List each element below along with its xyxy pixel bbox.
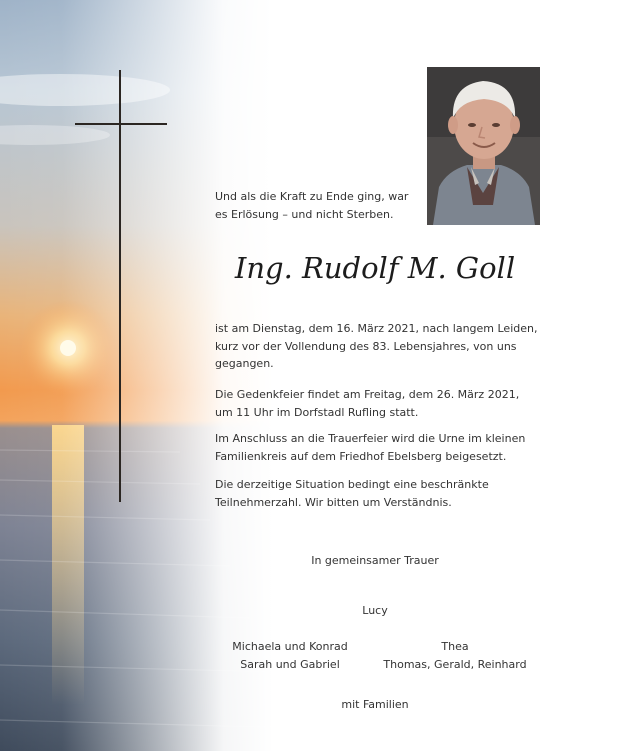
text-line: kurz vor der Vollendung des 83. Lebensjahres, von uns <box>215 339 517 353</box>
death-notice-paragraph <box>215 320 540 373</box>
memorial-quote <box>215 188 425 224</box>
burial-paragraph <box>215 430 540 465</box>
attendance-paragraph <box>215 476 540 511</box>
families-closing: mit Familien <box>341 698 409 711</box>
text-line: um 11 Uhr im Dorfstadl Rufling statt. <box>215 405 419 419</box>
quote-line: Und als die Kraft zu Ende ging, war <box>215 190 409 203</box>
deceased-name: Ing. Rudolf M. Goll <box>234 251 516 285</box>
text-line: Die Gedenkfeier findet am Freitag, dem 26. März 2021, <box>215 388 520 401</box>
text-line: Teilnehmerzahl. Wir bitten um Verständnis. <box>215 495 452 509</box>
text-line: gegangen. <box>215 357 274 370</box>
text-line: Die derzeitige Situation bedingt eine beschränkte <box>215 478 489 491</box>
mourner-name: Thea <box>441 640 469 653</box>
christian-cross-crossbar <box>75 123 167 125</box>
text-line: ist am Dienstag, dem 16. März 2021, nach langem Leiden, <box>215 322 538 335</box>
mourner-name: Sarah und Gabriel <box>240 658 340 671</box>
mourner-name: Lucy <box>362 604 388 617</box>
quote-line: es Erlösung – und nicht Sterben. <box>215 208 394 221</box>
mourners-left-column <box>220 638 360 674</box>
mourning-phrase: In gemeinsamer Trauer <box>311 554 439 567</box>
memorial-service-paragraph <box>215 386 540 421</box>
mourner-name: Thomas, Gerald, Reinhard <box>383 658 527 671</box>
mourner-name: Michaela und Konrad <box>232 640 348 653</box>
mourners-right-column <box>370 638 540 674</box>
text-line: Im Anschluss an die Trauerfeier wird die Urne im kleinen <box>215 432 526 445</box>
text-line: Familienkreis auf dem Friedhof Ebelsberg beigesetzt. <box>215 449 507 463</box>
portrait-photo <box>427 67 540 225</box>
christian-cross-icon <box>119 70 121 502</box>
